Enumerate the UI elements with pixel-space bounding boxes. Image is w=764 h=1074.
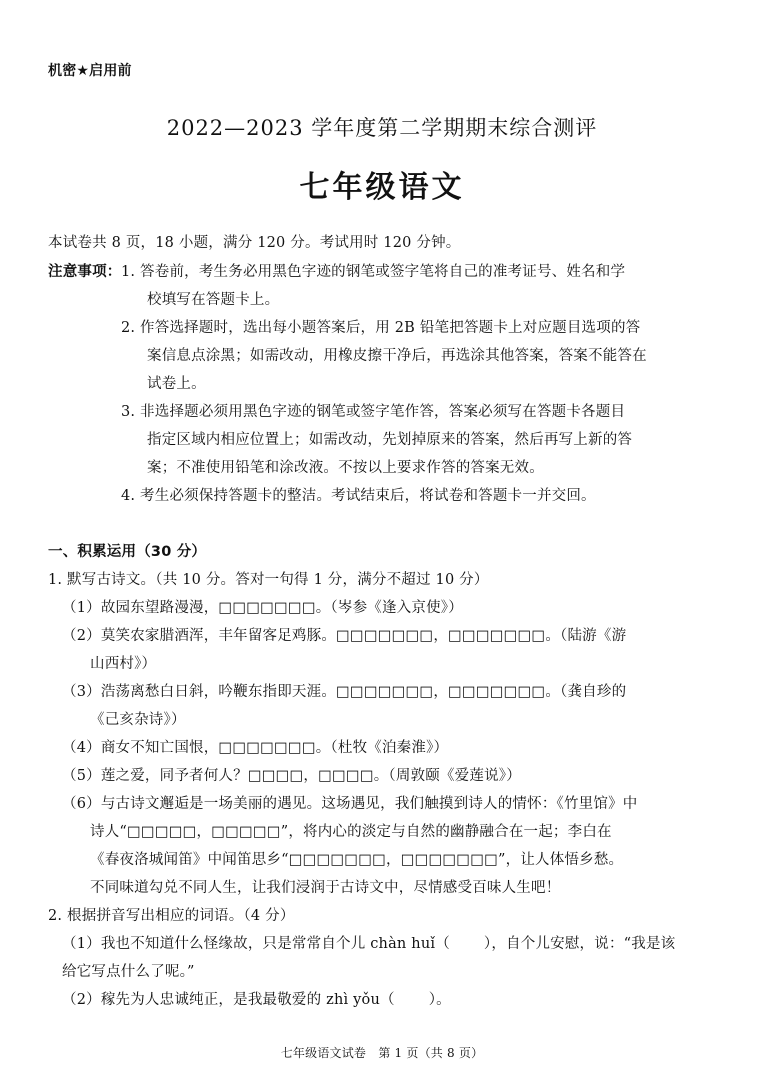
notice-line: 案信息点涂黑；如需改动，用橡皮擦干净后，再选涂其他答案，答案不能答在 bbox=[147, 348, 647, 364]
notice-line: 案；不准使用铅笔和涂改液。不按以上要求作答的答案无效。 bbox=[147, 460, 544, 476]
question-1-line: （3）浩荡离愁白日斜，吟鞭东指即天涯。□□□□□□□，□□□□□□□。（龚自珍的 bbox=[62, 684, 627, 700]
question-2-stem: 2. 根据拼音写出相应的词语。（4 分） bbox=[48, 908, 295, 924]
notice-label: 注意事项： bbox=[48, 264, 122, 280]
question-2-item-1 bbox=[62, 934, 675, 954]
question-1-line: 山西村》） bbox=[90, 656, 157, 672]
exam-intro: 本试卷共 8 页，18 小题，满分 120 分。考试用时 120 分钟。 bbox=[48, 235, 461, 251]
question-2-item-2 bbox=[62, 990, 451, 1010]
notice-line: 3. 非选择题必须用黑色字迹的钢笔或签字笔作答，答案必须写在答题卡各题目 bbox=[121, 404, 626, 420]
page-footer: 七年级语文试卷 第 1 页（共 8 页） bbox=[280, 1046, 484, 1060]
question-1-stem: 1. 默写古诗文。（共 10 分。答对一句得 1 分，满分不超过 10 分） bbox=[48, 572, 489, 588]
question-2-item-1-cont: 给它写点什么了呢。” bbox=[62, 964, 195, 980]
notice-line: 试卷上。 bbox=[147, 376, 206, 392]
question-1-line: 《春夜洛城闻笛》中闻笛思乡“□□□□□□□，□□□□□□□”，让人体悟乡愁。 bbox=[90, 852, 624, 868]
exam-title: 2022—2023 学年度第二学期期末综合测评 bbox=[166, 116, 598, 140]
question-1-line: （6）与古诗文邂逅是一场美丽的遇见。这场遇见，我们触摸到诗人的情怀：《竹里馆》中 bbox=[62, 796, 638, 812]
question-1-line: 不同味道勾兑不同人生，让我们浸润于古诗文中，尽情感受百味人生吧！ bbox=[90, 880, 561, 896]
notice-line: 校填写在答题卡上。 bbox=[147, 292, 280, 308]
notice-line: 4. 考生必须保持答题卡的整洁。考试结束后，将试卷和答题卡一并交回。 bbox=[121, 488, 596, 504]
question-1-line: （1）故园东望路漫漫，□□□□□□□。（岑参《逢入京使》） bbox=[62, 600, 463, 616]
question-2-item-2-text: ）。 bbox=[428, 992, 451, 1008]
question-2-item-2-text: （2）稼先为人忠诚纯正，是我最敬爱的 zhì yǒu（ bbox=[62, 992, 395, 1008]
notice-line: 1. 答卷前，考生务必用黑色字迹的钢笔或签字笔将自己的准考证号、姓名和学 bbox=[121, 264, 626, 280]
confidential-label: 机密★启用前 bbox=[48, 63, 132, 79]
notice-line: 2. 作答选择题时，选出每小题答案后，用 2B 铅笔把答题卡上对应题目选项的答 bbox=[121, 320, 641, 336]
question-2-item-1-text: （1）我也不知道什么怪缘故，只是常常自个儿 chàn huǐ（ bbox=[62, 936, 450, 952]
question-2-item-1-text: ），自个儿安慰，说：“我是该 bbox=[483, 936, 676, 952]
question-1-line: 《己亥杂诗》） bbox=[90, 712, 186, 728]
question-1-line: （5）莲之爱，同予者何人？□□□□，□□□□。（周敦颐《爱莲说》） bbox=[62, 768, 521, 784]
question-1-line: 诗人“□□□□□，□□□□□”，将内心的淡定与自然的幽静融合在一起；李白在 bbox=[90, 824, 612, 840]
section-heading: 一、积累运用（30 分） bbox=[48, 544, 207, 560]
notice-line: 指定区域内相应位置上；如需改动，先划掉原来的答案，然后再写上新的答 bbox=[147, 432, 633, 448]
question-1-line: （4）商女不知亡国恨，□□□□□□□。（杜牧《泊秦淮》） bbox=[62, 740, 449, 756]
subject-title: 七年级语文 bbox=[299, 170, 465, 205]
question-1-line: （2）莫笑农家腊酒浑，丰年留客足鸡豚。□□□□□□□，□□□□□□□。（陆游《游 bbox=[62, 628, 627, 644]
